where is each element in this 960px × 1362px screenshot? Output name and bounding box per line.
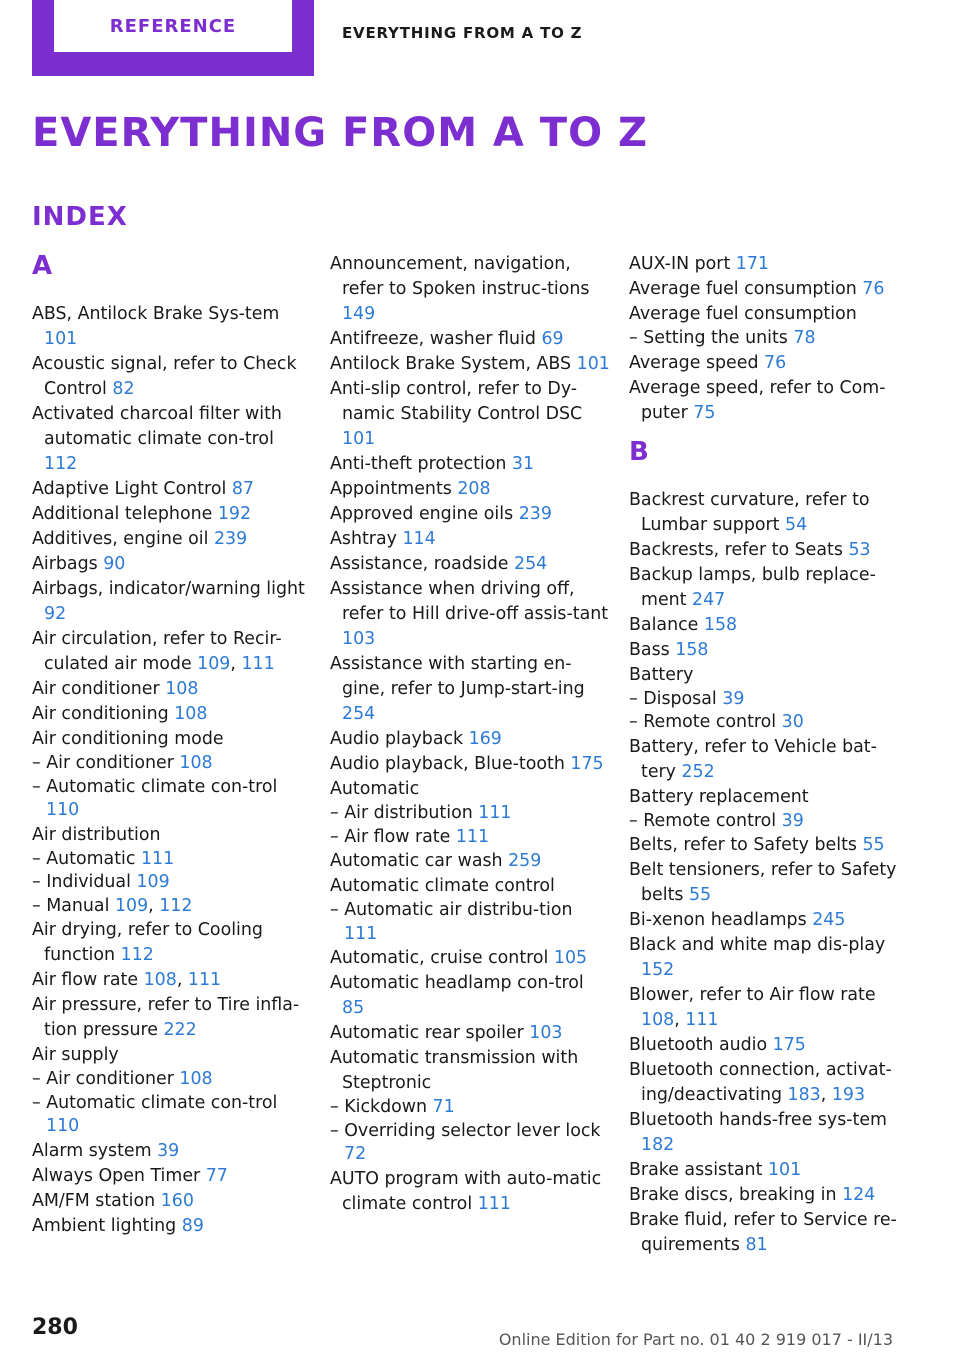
page-reference-link[interactable]: 108 <box>641 1010 675 1030</box>
index-entry-text: Air circulation, refer to Recir-culated air mode <box>32 629 282 674</box>
page-reference-link[interactable]: 76 <box>764 352 787 373</box>
index-heading: INDEX <box>32 202 128 232</box>
index-entry-text: Backrest curvature, refer to Lumbar support <box>629 489 870 535</box>
index-entry <box>629 1158 909 1183</box>
page-reference-link[interactable]: 103 <box>529 1023 563 1043</box>
index-subentry <box>330 802 610 826</box>
page-reference-link[interactable]: 239 <box>213 529 248 549</box>
index-entry <box>32 727 312 752</box>
index-entry: Air circulation, refer to Recir-culated air mode 109, 111 <box>32 629 282 674</box>
reference-tab <box>32 0 314 76</box>
page-reference-link[interactable]: 72 <box>344 1144 367 1164</box>
index-entry <box>629 252 909 277</box>
page-reference-link[interactable]: 175 <box>772 1035 806 1055</box>
index-letter-heading: B <box>629 436 649 467</box>
index-entry-text: Anti-slip control, refer to Dy-namic Stability Control DSC <box>330 379 583 424</box>
index-entry <box>629 638 909 663</box>
index-subentry: – Manual 109, 112 <box>32 895 193 916</box>
page-reference-link[interactable]: 124 <box>842 1185 876 1205</box>
index-entry <box>629 908 909 933</box>
index-subentry <box>629 711 909 735</box>
page-reference-link[interactable]: 81 <box>745 1235 768 1255</box>
index-entry <box>32 352 312 402</box>
index-entry <box>32 823 312 848</box>
index-entry-text: Assistance, roadside <box>330 554 514 574</box>
index-entry-text: Airbags, indicator/warning light <box>32 579 305 599</box>
index-entry <box>330 1167 610 1217</box>
index-entry-text: Antilock Brake System, ABS <box>330 354 577 374</box>
page-reference-link[interactable]: 193 <box>831 1085 866 1105</box>
page-reference-link[interactable]: 101 <box>44 329 78 349</box>
index-entry-text: AUTO program with auto-matic climate control <box>330 1168 602 1214</box>
page-reference-link[interactable]: 222 <box>163 1020 197 1040</box>
index-entry <box>32 677 312 702</box>
index-entry-text: Bluetooth connection, activat-ing/deactivating <box>629 1060 892 1105</box>
index-entry-text: Bass <box>629 639 676 660</box>
page-reference-link[interactable]: 77 <box>205 1165 228 1186</box>
index-entry-text: Average speed, refer to Com-puter <box>629 377 886 423</box>
page-reference-link[interactable]: 112 <box>159 895 193 916</box>
index-entry-text: Average speed <box>629 352 765 373</box>
index-entry-text: Ashtray <box>330 529 403 549</box>
index-entry-text: Air conditioning mode <box>32 729 224 749</box>
index-column-3 <box>629 252 909 1258</box>
page-reference-link[interactable]: 111 <box>187 970 222 990</box>
page-reference-link[interactable]: 92 <box>44 604 67 624</box>
index-column-1 <box>32 252 312 1239</box>
page-reference-link[interactable]: 109 <box>197 654 231 674</box>
index-entry <box>629 858 909 908</box>
page-reference-link[interactable]: 39 <box>781 810 804 831</box>
index-entry-text: Assistance when driving off, refer to Hill drive-off assis-tant <box>330 579 609 624</box>
index-entry <box>330 452 610 477</box>
index-entry-text: – Disposal <box>629 688 723 709</box>
index-entry <box>32 1043 312 1068</box>
index-subentry <box>629 327 909 351</box>
index-entry <box>330 727 610 752</box>
index-entry-text: AUX-IN port <box>629 254 736 274</box>
index-entry-text: – Manual <box>32 895 115 916</box>
index-entry <box>330 577 610 652</box>
index-entry <box>330 1046 610 1096</box>
index-entry-text: – Kickdown <box>330 1097 433 1117</box>
index-entry-text: Automatic, cruise control <box>330 948 554 968</box>
page-reference-link[interactable]: 175 <box>570 754 604 774</box>
index-subentry <box>32 848 312 872</box>
index-entry <box>32 302 312 352</box>
index-subentry <box>32 871 312 895</box>
index-entry <box>330 971 610 1021</box>
index-entry-text: Antifreeze, washer fluid <box>330 329 542 349</box>
index-entry <box>32 993 312 1043</box>
index-subentry <box>32 776 312 823</box>
index-entry <box>32 1189 312 1214</box>
page-reference-link[interactable]: 111 <box>478 803 512 823</box>
page-number: 280 <box>32 1315 78 1340</box>
index-entry <box>629 735 909 785</box>
page-reference-link[interactable]: 108 <box>143 970 177 990</box>
index-entry: Bluetooth connection, activat-ing/deactivating 183, 193 <box>629 1060 892 1105</box>
page-reference-link[interactable]: 192 <box>217 504 252 524</box>
page-reference-link[interactable]: 75 <box>693 402 716 423</box>
index-entry <box>629 933 909 983</box>
index-entry-text: – Automatic air distribu-tion <box>330 900 573 920</box>
index-entry <box>629 351 909 376</box>
index-entry <box>330 477 610 502</box>
index-entry-text: Battery <box>629 664 694 685</box>
index-entry-text: Brake fluid, refer to Service re-quirements <box>629 1210 897 1255</box>
index-entry-text: – Automatic climate con-trol <box>32 776 278 797</box>
page-reference-link[interactable]: 101 <box>342 429 376 449</box>
index-entry-text: – Air flow rate <box>330 826 456 847</box>
index-entry-text: Anti-theft protection <box>330 454 512 474</box>
index-entry-text: – Air distribution <box>330 803 479 823</box>
index-subentry <box>330 899 610 946</box>
index-entry <box>330 752 610 777</box>
index-subentry <box>629 810 909 834</box>
page-reference-link[interactable]: 254 <box>514 554 548 574</box>
index-entry <box>32 918 312 968</box>
index-subentry <box>330 826 610 850</box>
page-reference-link[interactable]: 112 <box>44 454 78 474</box>
index-entry-text: Air distribution <box>32 824 161 845</box>
page-reference-link[interactable]: 101 <box>767 1160 802 1180</box>
index-entry-text: Air flow rate <box>32 970 144 990</box>
page-reference-link[interactable]: 182 <box>641 1135 675 1155</box>
index-entry <box>32 1164 312 1189</box>
index-entry <box>330 777 610 802</box>
index-entry <box>629 1108 909 1158</box>
page-reference-link[interactable]: 109 <box>114 895 149 916</box>
page-reference-link[interactable]: 158 <box>703 614 738 635</box>
index-entry <box>330 352 610 377</box>
index-entry-text: Balance <box>629 614 704 635</box>
index-entry-text: Battery replacement <box>629 786 809 807</box>
index-entry-text: Air drying, refer to Cooling function <box>32 920 263 965</box>
page-reference-link[interactable]: 55 <box>862 835 885 855</box>
page-reference-link[interactable]: 78 <box>793 328 816 348</box>
index-entry <box>330 552 610 577</box>
chapter-header: EVERYTHING FROM A TO Z <box>342 24 583 42</box>
index-entry-text: Activated charcoal filter with automatic climate con-trol <box>32 404 282 449</box>
index-column-2 <box>330 252 610 1217</box>
page-reference-link[interactable]: 103 <box>342 629 376 649</box>
index-subentry <box>629 688 909 712</box>
index-entry <box>330 252 610 327</box>
index-entry <box>32 527 312 552</box>
index-entry <box>629 376 909 426</box>
index-entry <box>629 563 909 613</box>
page-reference-link[interactable]: 171 <box>735 254 769 274</box>
index-entry-text: – Remote control <box>629 712 782 732</box>
index-entry <box>32 1139 312 1164</box>
index-entry <box>330 652 610 727</box>
index-entry-text: Bluetooth hands-free sys-tem <box>629 1110 887 1130</box>
index-entry <box>629 613 909 638</box>
index-entry <box>629 1208 909 1258</box>
index-entry-text: – Overriding selector lever lock <box>330 1120 601 1141</box>
index-entry <box>629 277 909 302</box>
index-entry-text: Airbags <box>32 554 104 574</box>
index-entry-text: Approved engine oils <box>330 504 519 524</box>
page-title: EVERYTHING FROM A TO Z <box>32 110 649 156</box>
index-subentry <box>32 1092 312 1139</box>
index-entry-text: Automatic rear spoiler <box>330 1023 530 1043</box>
index-subentry <box>330 1120 610 1167</box>
index-entry-text: Backup lamps, bulb replace-ment <box>629 564 876 610</box>
index-entry-text: ABS, Antilock Brake Sys-tem <box>32 304 280 324</box>
page-reference-link[interactable]: 245 <box>812 910 846 930</box>
page-reference-link[interactable]: 54 <box>785 514 808 535</box>
reference-tab-label: REFERENCE <box>54 0 292 52</box>
page-reference-link[interactable]: 55 <box>688 885 712 905</box>
page-reference-link[interactable]: 105 <box>553 948 588 968</box>
index-entry-text: Backrests, refer to Seats <box>629 539 849 560</box>
page-reference-link[interactable]: 85 <box>342 998 365 1018</box>
page-reference-link[interactable]: 111 <box>241 654 275 674</box>
page-reference-link[interactable]: 69 <box>541 329 564 349</box>
page-reference-link[interactable]: 111 <box>477 1193 511 1214</box>
index-entry <box>32 402 312 477</box>
page-reference-link[interactable]: 30 <box>781 712 804 732</box>
index-entry-text: Appointments <box>330 479 458 499</box>
index-entry-text: Air conditioning <box>32 704 175 724</box>
index-entry-text: Brake assistant <box>629 1160 768 1180</box>
page-reference-link[interactable]: 31 <box>511 454 535 474</box>
index-subentry <box>32 1068 312 1092</box>
index-entry-text: – Remote control <box>629 810 782 831</box>
index-entry <box>330 377 610 452</box>
index-entry <box>330 849 610 874</box>
index-entry-text: Bluetooth audio <box>629 1035 773 1055</box>
index-letter-heading: A <box>32 251 53 281</box>
index-entry <box>330 502 610 527</box>
index-entry-text: – Automatic <box>32 848 141 869</box>
page-reference-link[interactable]: 90 <box>103 554 126 574</box>
index-entry <box>32 552 312 577</box>
page-reference-link[interactable]: 259 <box>508 851 542 871</box>
page-reference-link[interactable]: 108 <box>174 704 208 724</box>
page-reference-link[interactable]: 82 <box>112 379 135 399</box>
page-reference-link[interactable]: 109 <box>136 872 170 892</box>
index-entry-text: Always Open Timer <box>32 1165 206 1186</box>
page-reference-link[interactable]: 111 <box>140 848 175 869</box>
index-entry <box>32 477 312 502</box>
page-reference-link[interactable]: 110 <box>46 800 80 820</box>
index-entry-text: Automatic climate control <box>330 876 555 896</box>
page-reference-link[interactable]: 111 <box>455 826 490 847</box>
index-entry-text: Air supply <box>32 1045 119 1065</box>
page-reference-link[interactable]: 112 <box>120 945 154 965</box>
page-reference-link[interactable]: 239 <box>518 504 552 524</box>
index-entry <box>32 502 312 527</box>
index-entry-text: Automatic transmission with Steptronic <box>330 1048 579 1093</box>
footer-edition: Online Edition for Part no. 01 40 2 919 017 - II/13 <box>498 1330 893 1349</box>
page-reference-link[interactable]: 252 <box>681 761 715 782</box>
page-reference-link[interactable]: 110 <box>46 1116 80 1136</box>
index-entry-text: Bi-xenon headlamps <box>629 910 813 930</box>
index-entry-text: Audio playback, Blue-tooth <box>330 754 571 774</box>
page-reference-link[interactable]: 183 <box>787 1085 821 1105</box>
index-entry-text: Air pressure, refer to Tire infla-tion pressure <box>32 995 300 1040</box>
index-entry: Air flow rate 108, 111 <box>32 970 222 990</box>
page-reference-link[interactable]: 53 <box>848 539 871 560</box>
index-entry <box>32 577 312 627</box>
index-entry <box>330 874 610 899</box>
index-subentry <box>330 1096 610 1120</box>
page-reference-link[interactable]: 108 <box>165 679 199 699</box>
page-reference-link[interactable]: 108 <box>179 1069 213 1089</box>
index-entry <box>629 302 909 327</box>
index-entry-text: Additives, engine oil <box>32 529 214 549</box>
index-entry-text: – Air conditioner <box>32 753 180 773</box>
index-entry-text: Adaptive Light Control <box>32 479 232 499</box>
index-entry-text: Belt tensioners, refer to Safety belts <box>629 860 897 905</box>
page-reference-link[interactable]: 89 <box>181 1215 204 1236</box>
index-entry <box>330 527 610 552</box>
index-entry-text: Black and white map dis-play <box>629 935 886 955</box>
index-entry <box>629 1183 909 1208</box>
page-reference-link[interactable]: 158 <box>675 639 709 660</box>
index-entry <box>629 538 909 563</box>
index-entry-text: Belts, refer to Safety belts <box>629 835 863 855</box>
index-entry-text: Automatic headlamp con-trol <box>330 973 584 993</box>
page-reference-link[interactable]: 39 <box>722 688 745 709</box>
page-reference-link[interactable]: 208 <box>457 479 491 499</box>
index-entry <box>629 833 909 858</box>
index-entry-text: Ambient lighting <box>32 1215 182 1236</box>
index-entry <box>629 663 909 688</box>
page-reference-link[interactable]: 254 <box>342 704 376 724</box>
index-entry-text: Automatic car wash <box>330 851 509 871</box>
index-entry-text: – Air conditioner <box>32 1069 180 1089</box>
page-reference-link[interactable]: 247 <box>692 589 726 610</box>
index-entry-text: Announcement, navigation, refer to Spoken instruc-tions <box>330 254 590 299</box>
index-entry-text: Brake discs, breaking in <box>629 1185 843 1205</box>
page-reference-link[interactable]: 111 <box>344 923 378 944</box>
index-entry-text: – Individual <box>32 872 137 892</box>
index-entry-text: AM/FM station <box>32 1190 161 1211</box>
index-entry-text: Acoustic signal, refer to Check Control <box>32 354 297 399</box>
page-reference-link[interactable]: 160 <box>160 1190 194 1211</box>
index-entry <box>330 327 610 352</box>
page-reference-link[interactable]: 108 <box>179 753 213 773</box>
index-entry <box>32 1214 312 1239</box>
index-entry <box>629 1033 909 1058</box>
page-reference-link[interactable]: 76 <box>862 279 885 299</box>
index-entry-text: Battery, refer to Vehicle bat-tery <box>629 736 877 782</box>
index-entry-text: Audio playback <box>330 729 469 749</box>
index-entry <box>32 702 312 727</box>
page-reference-link[interactable]: 149 <box>342 304 376 324</box>
index-entry <box>330 1021 610 1046</box>
page-reference-link[interactable]: 87 <box>231 479 254 499</box>
page-reference-link[interactable]: 114 <box>402 529 436 549</box>
index-entry: Blower, refer to Air flow rate 108, 111 <box>629 985 876 1030</box>
index-entry-text: – Automatic climate con-trol <box>32 1092 278 1113</box>
index-entry <box>330 946 610 971</box>
index-entry-text: Average fuel consumption <box>629 279 863 299</box>
index-entry-text: Alarm system <box>32 1140 158 1161</box>
index-entry-text: Air conditioner <box>32 679 166 699</box>
page-reference-link[interactable]: 71 <box>432 1097 455 1117</box>
index-entry-text: Additional telephone <box>32 504 218 524</box>
page-reference-link[interactable]: 39 <box>157 1140 180 1161</box>
index-subentry <box>32 752 312 776</box>
index-entry <box>629 785 909 810</box>
page-reference-link[interactable]: 169 <box>468 729 502 749</box>
page-reference-link[interactable]: 152 <box>641 960 675 980</box>
index-entry-text: – Setting the units <box>629 328 794 348</box>
index-entry-text: Blower, refer to Air flow rate <box>629 985 876 1005</box>
page-reference-link[interactable]: 101 <box>576 354 610 374</box>
page-reference-link[interactable]: 111 <box>685 1010 719 1030</box>
index-entry <box>629 488 909 538</box>
index-entry-text: Automatic <box>330 779 420 799</box>
index-entry-text: Average fuel consumption <box>629 304 857 324</box>
index-entry-text: Assistance with starting en-gine, refer to Jump-start-ing <box>330 654 585 699</box>
